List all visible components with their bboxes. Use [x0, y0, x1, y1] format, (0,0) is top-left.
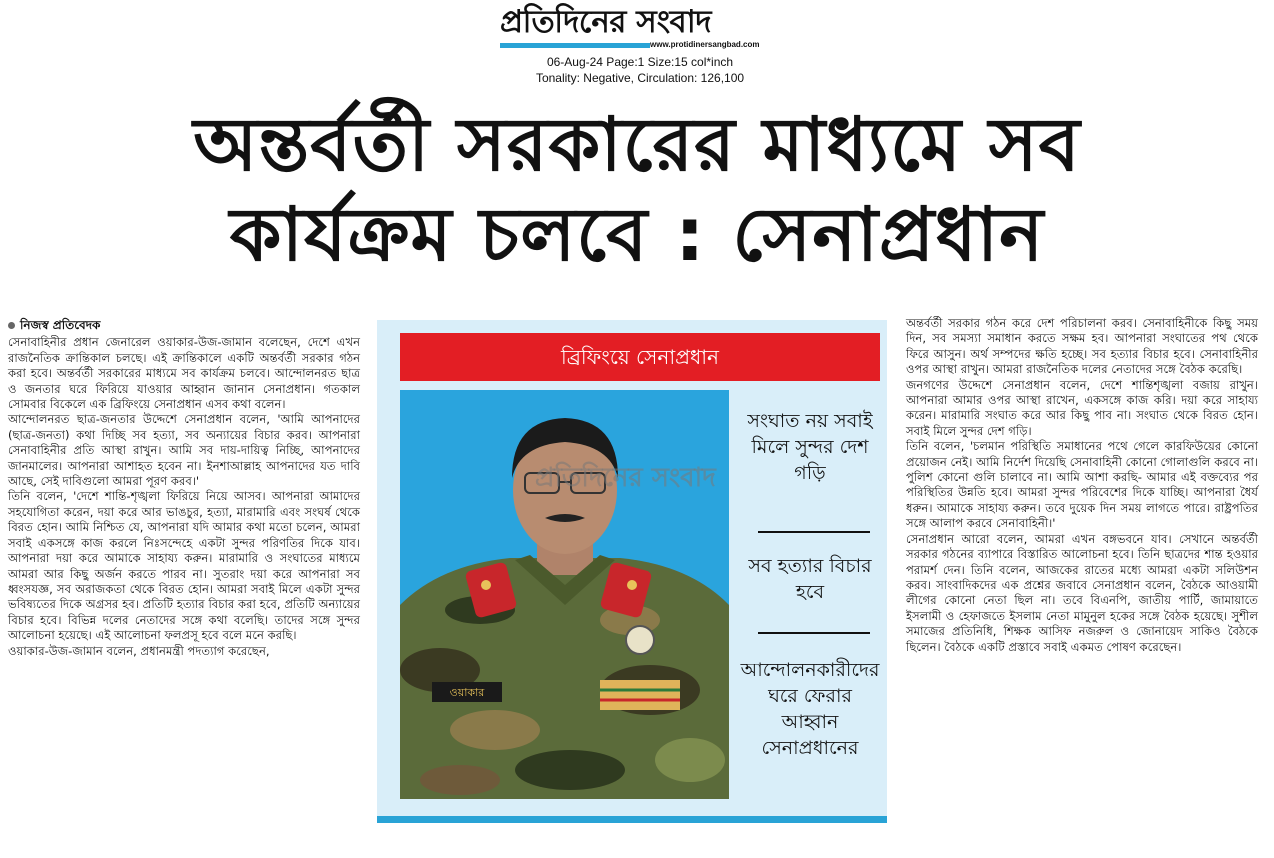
name-tag: ওয়াকার [449, 686, 485, 699]
logo-accent-bar [500, 43, 650, 48]
bullet-icon [8, 322, 15, 329]
quote-divider [758, 632, 870, 634]
quote-divider [758, 531, 870, 533]
headline-line-2: কার্যক্রম চলবে : সেনাপ্রধান [229, 192, 1045, 278]
newspaper-watermark: প্রতিদিনের সংবাদ [535, 463, 716, 493]
panel-bottom-bar [377, 816, 887, 823]
headline-line-1: অন্তর্বর্তী সরকারের মাধ্যমে সব [193, 102, 1081, 188]
pull-quote-1: সংঘাত নয় সবাই মিলে সুন্দর দেশ গড়ি [747, 410, 873, 484]
portrait-illustration [400, 390, 729, 799]
paragraph: তিনি বলেন, 'চলমান পরিস্থিতি সমাধানের পথে গেলে কারফিউয়ের কোনো প্রয়োজন নেই। আমি নির্দেশ দিয়েছি সেনাবাহিনী কোনো গোলাগুলি করবে না। পুলিশ কোনো গুলি চালাবে না। আমি আশা করছি- আমার এই বক্তব্যের পর পরিস্থিতির উন্নতি হবে। আমরা সুন্দর পরিবেশের দিকে যাচ্ছি। আপনারা ধৈর্য ধরুন। আমাকে সাহায্য করুন। তবে দুয়েক দিন সময় লাগতে পারে। রাষ্ট্রপতির সঙ্গে আলাপ করবে সেনাবাহিনী।' [906, 439, 1258, 531]
photo-banner: ব্রিফিংয়ে সেনাপ্রধান [400, 333, 880, 381]
masthead [0, 0, 1274, 90]
paragraph: সেনাবাহিনীর প্রধান জেনারেল ওয়াকার-উজ-জামান বলেছেন, দেশে এখন রাজনৈতিক ক্রান্তিকাল চলছে। এই ক্রান্তিকালে একটি অন্তর্বর্তী সরকার গঠন করা হবে। অন্তর্বর্তী সরকারের মাধ্যমে সব কার্যক্রম চলবে। আন্দোলনরত ছাত্র ও জনতার ঘরে ফিরিয়ে যাওয়ার আহ্বান জানান সেনাপ্রধান। গতকাল সোমবার বিকেলে এক ব্রিফিংয়ে সেনাপ্রধান এসব কথা বলেন। [8, 335, 360, 412]
paragraph: সেনাপ্রধান আরো বলেন, আমরা এখন বঙ্গভবনে যাব। সেখানে অন্তর্বর্তী সরকার গঠনের ব্যাপারে বিস্তারিত আলোচনা হবে। তিনি ছাত্রদের শান্ত হওয়ার পরামর্শ দেন। তিনি বলেন, আজকের রাতের মধ্যে আমরা একটা সলিউশন করব। সাংবাদিকদের এক প্রশ্নের জবাবে সেনাপ্রধান বলেন, বৈঠকে আওয়ামী লীগের কোনো নেতা ছিল না। তবে বিএনপি, জাতীয় পার্টি, জামায়াতে ইসলামী ও হেফাজতে ইসলাম নেতা মামুনুল হকের সঙ্গে বৈঠক হয়েছে। সুশীল সমাজের প্রতিনিধি, শিক্ষক আসিফ নজরুল ও জোনায়েদ সাকিও বৈঠকে ছিলেন। বৈঠকে একটি প্রস্তাবে সবাই একমত পোষণ করেছেন। [906, 531, 1258, 654]
newspaper-url: www.protidinersangbad.com [650, 40, 760, 49]
pull-quote-3: আন্দোলনকারীদের ঘরে ফেরার আহ্বান সেনাপ্রধানের [740, 659, 880, 759]
article-right-column [906, 316, 1258, 655]
pull-quote-2: সব হত্যার বিচার হবে [748, 555, 872, 603]
paragraph: জনগণের উদ্দেশে সেনাপ্রধান বলেন, দেশে শান্তিশৃঙ্খলা বজায় রাখুন। আপনারা আমার ওপর আস্থা রাখেন, একসঙ্গে কাজ করি। দয়া করে সাহায্য করেন। মারামারি সংঘাত করে আর কিছু পাব না। সংঘাত থেকে বিরত হোন। সবাই মিলে সুন্দর দেশ গড়ি। [906, 377, 1258, 438]
clipping-meta-tonality: Tonality: Negative, Circulation: 126,100 [535, 71, 745, 85]
clipping-meta-date: 06-Aug-24 Page:1 Size:15 col*inch [546, 55, 734, 69]
byline-text: নিজস্ব প্রতিবেদক [20, 318, 101, 332]
paragraph: অন্তর্বর্তী সরকার গঠন করে দেশ পরিচালনা করব। সেনাবাহিনীকে কিছু সময় দিন, সব সমস্যা সমাধান করতে সক্ষম হব। আপনারা সংঘাতের পথ থেকে ফিরে আসুন। অর্থ সম্পদের ক্ষতি হচ্ছে। সব হত্যার বিচার হবে। সেনাবাহিনীর ওপর আস্থা রাখুন। আমরা রাজনৈতিক দলের নেতাদের সঙ্গে বৈঠক করেছি। [906, 316, 1258, 377]
newspaper-logo: প্রতিদিনের সংবাদ [500, 4, 712, 40]
army-chief-photo [400, 390, 729, 799]
paragraph: ওয়াকার-উজ-জামান বলেন, প্রধানমন্ত্রী পদত্যাগ করেছেন, [8, 643, 270, 658]
article-left-column [8, 318, 360, 659]
paragraph: তিনি বলেন, 'দেশে শান্তি-শৃঙ্খলা ফিরিয়ে নিয়ে আসব। আপনারা আমাদের সহযোগিতা করেন, দয়া করে আর ভাঙচুর, হত্যা, মারামারি এবং সংঘর্ষ থেকে বিরত হোন। আমি নিশ্চিত যে, আপনারা যদি আমার কথা মতো চলেন, আমরা সবাই একসঙ্গে কাজ করলে নিঃসন্দেহে একটা সুন্দর পরিণতির দিকে যাব। আপনারা দয়া করে আমাকে সাহায্য করুন। মারামারি ও সংঘাতের মাধ্যমে আমরা আর কিছু অর্জন করতে পারব না। সুতরাং দয়া করে আপনারা সব ধ্বংসযজ্ঞ, সব অরাজকতা থেকে বিরত হোন। আমরা সবাই মিলে একটা সুন্দর ভবিষ্যতের দিকে অগ্রসর হব। প্রতিটি হত্যার বিচার করা হবে, প্রতিটি অন্যায়ের বিচার হবে। বিভিন্ন দলের নেতাদের সঙ্গে কথা বলেছি। তাদের সঙ্গে সুন্দর আলোচনা হয়েছে। এই আলোচনা ফলপ্রসূ হবে বলে মনে করছি। [8, 489, 360, 643]
paragraph: আন্দোলনরত ছাত্র-জনতার উদ্দেশে সেনাপ্রধান বলেন, 'আমি আপনাদের (ছাত্র-জনতা) কথা দিচ্ছি সব হত্যা, সব অন্যায়ের বিচার করব। আপনারা সেনাবাহিনীর প্রতি আস্থা রাখুন। আমি সব দায়-দায়িত্ব নিচ্ছি, আপনাদের জানমালের। আপনারা আশাহত হবেন না। ইনশাআল্লাহ আপনাদের যত দাবি আছে, সেই দাবিগুলো আমরা পূরণ করব।' [8, 412, 360, 489]
byline [8, 318, 360, 333]
